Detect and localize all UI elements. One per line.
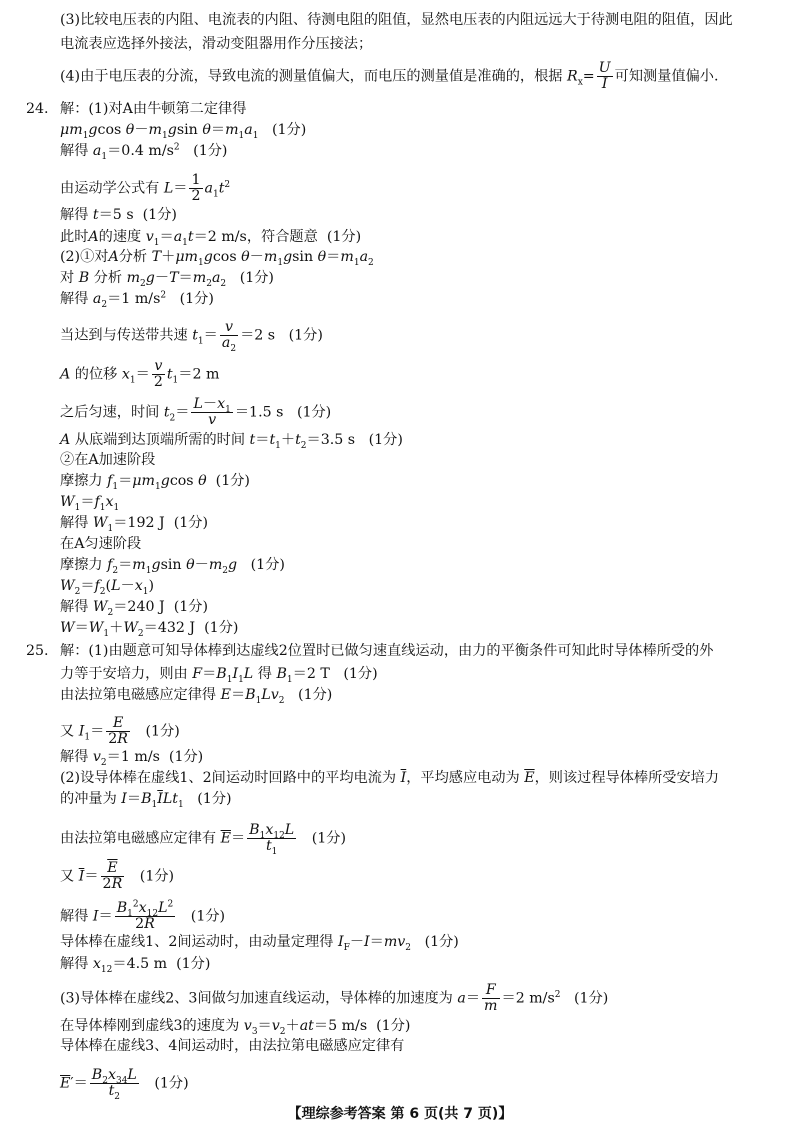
q24-line-1: 解：(1)对A由牛顿第二定律得 [60, 101, 247, 117]
page-footer: 【理综参考答案 第 6 页(共 7 页)】 [287, 1106, 513, 1122]
q24-line-18: 在A匀速阶段 [60, 536, 142, 552]
p4-line: (4)由于电压表的分流，导致电流的测量值偏大，而电压的测量值是准确的，根据 $R_x=$ $\frac{U}{I}$ 可知测量值偏小. [60, 60, 719, 92]
p3-line-2: 电流表应选择外接法，滑动变阻器用作分压接法； [60, 36, 373, 52]
q25-line-15: 导体棒在虚线3、4间运动时，由法拉第电磁感应定律有 [60, 1038, 405, 1054]
q25-line-2: 力等于安培力，则由 $F=B_1I_1L$ 得 $B_1=2$ T (1分) [60, 666, 378, 685]
q25-line-7: 的冲量为 $I=B_1\overline{I}Lt_1$ (1分) [60, 791, 232, 810]
q24-line-19: 摩擦力 $f_2=m_1gsin$ $\theta-m_2g$ (1分) [60, 557, 285, 576]
q24-number: 24. [26, 101, 49, 117]
q25-line-13: (3)导体棒在虚线2、3间做匀加速直线运动，导体棒的加速度为 a＝ $\frac{F}{m}$ ＝2 $m/s^2$ (1分) [60, 982, 609, 1014]
q24-line-20: $W_2=f_2(L-x_1)$ [60, 578, 154, 597]
q25-line-10: 解得 I＝ $\frac{B_1^2x_{12}L^2}{2R}$ (1分) [60, 899, 226, 932]
q25-line-5: 解得 $v_2=1$ m/s (1分) [60, 749, 204, 768]
q24-line-17: 解得 $W_1=192$ J (1分) [60, 515, 209, 534]
q24-line-6: 此时A的速度 $v_1=a_1t=2$ m/s，符合题意 (1分) [60, 229, 362, 248]
q24-line-5: 解得 t＝5 s (1分) [60, 207, 177, 223]
q24-line-21: 解得 $W_2=240$ J (1分) [60, 599, 209, 618]
q25-line-3: 由法拉第电磁感应定律得 $E=B_1Lv_2$ (1分) [60, 687, 333, 706]
q24-line-9: 解得 $a_2=1$ $m/s^2$ (1分) [60, 290, 214, 310]
q24-line-7: (2)①对A分析 $T+\mu m_1gcos$ $\theta-m_1gsin$ $\theta=m_1a_2$ [60, 249, 374, 268]
q25-line-1: 解：(1)由题意可知导体棒到达虚线2位置时已做匀速直线运动，由力的平衡条件可知此时导体棒所受的外 [60, 643, 714, 659]
q25-line-12: 解得 $x_{12}=4.5$ m (1分) [60, 956, 211, 975]
q24-line-4: 由运动学公式有 L＝ $\frac{1}{2}$ $a_1t^2$ [60, 172, 231, 204]
q24-line-12: 之后匀速，时间 $t_2=$ $\frac{L-x_1}{v}$ ＝1.5 s (1分) [60, 396, 332, 428]
q25-line-14: 在导体棒刚到虚线3的速度为 $v_3=v_2+at=5$ m/s (1分) [60, 1018, 411, 1037]
q24-line-22: $W=W_1+W_2=432$ J (1分) [60, 620, 239, 639]
q25-line-4: 又 $I_1=$ $\frac{E}{2R}$ (1分) [60, 715, 180, 747]
q25-line-11: 导体棒在虚线1、2间运动时，由动量定理得 $I_F-I=mv_2$ (1分) [60, 934, 459, 953]
q25-line-16: $\overline{E}'=$ $\frac{B_2x_{34}L}{t_2}$ (1分) [60, 1067, 189, 1102]
q24-line-16: $W_1=f_1x_1$ [60, 494, 120, 513]
q24-line-14: ②在A加速阶段 [60, 452, 156, 468]
q24-line-3: 解得 $a_1=0.4$ $m/s^2$ (1分) [60, 142, 228, 162]
p3-line-1: (3)比较电压表的内阻、电流表的内阻、待测电阻的阻值，显然电压表的内阻远远大于待测电阻的阻值，因此 [60, 12, 733, 28]
q25-number: 25. [26, 643, 49, 659]
q24-line-13: A 从底端到达顶端所需的时间 $t=t_1+t_2=3.5$ s (1分) [60, 432, 403, 451]
q24-line-8: 对 B 分析 $m_2g-T=m_2a_2$ (1分) [60, 270, 274, 289]
q24-line-15: 摩擦力 $f_1=\mu m_1gcos$ θ (1分) [60, 473, 250, 492]
q25-line-8: 由法拉第电磁感应定律有 $\overline{E}=$ $\frac{B_1x_{12}L}{t_1}$ (1分) [60, 822, 347, 857]
q24-line-11: A 的位移 $x_1=$ $\frac{v}{2}$ $t_1=2$ m [60, 358, 220, 390]
q24-line-2: $\mu m_1gcos$ $\theta-m_1gsin$ $\theta=m_1a_1$ (1分) [60, 122, 307, 141]
q25-line-9: 又 $\overline{I}=$ $\frac{\overline{E}}{2R}$ (1分) [60, 860, 175, 892]
q24-line-10: 当达到与传送带共速 $t_1=$ $\frac{v}{a_2}$ ＝2 s (1分) [60, 319, 323, 354]
q25-line-6: (2)设导体棒在虚线1、2间运动时回路中的平均电流为 $\overline{I}$，平均感应电动为 $\overline{E}$，则该过程导体棒所受安培力 [60, 770, 720, 786]
